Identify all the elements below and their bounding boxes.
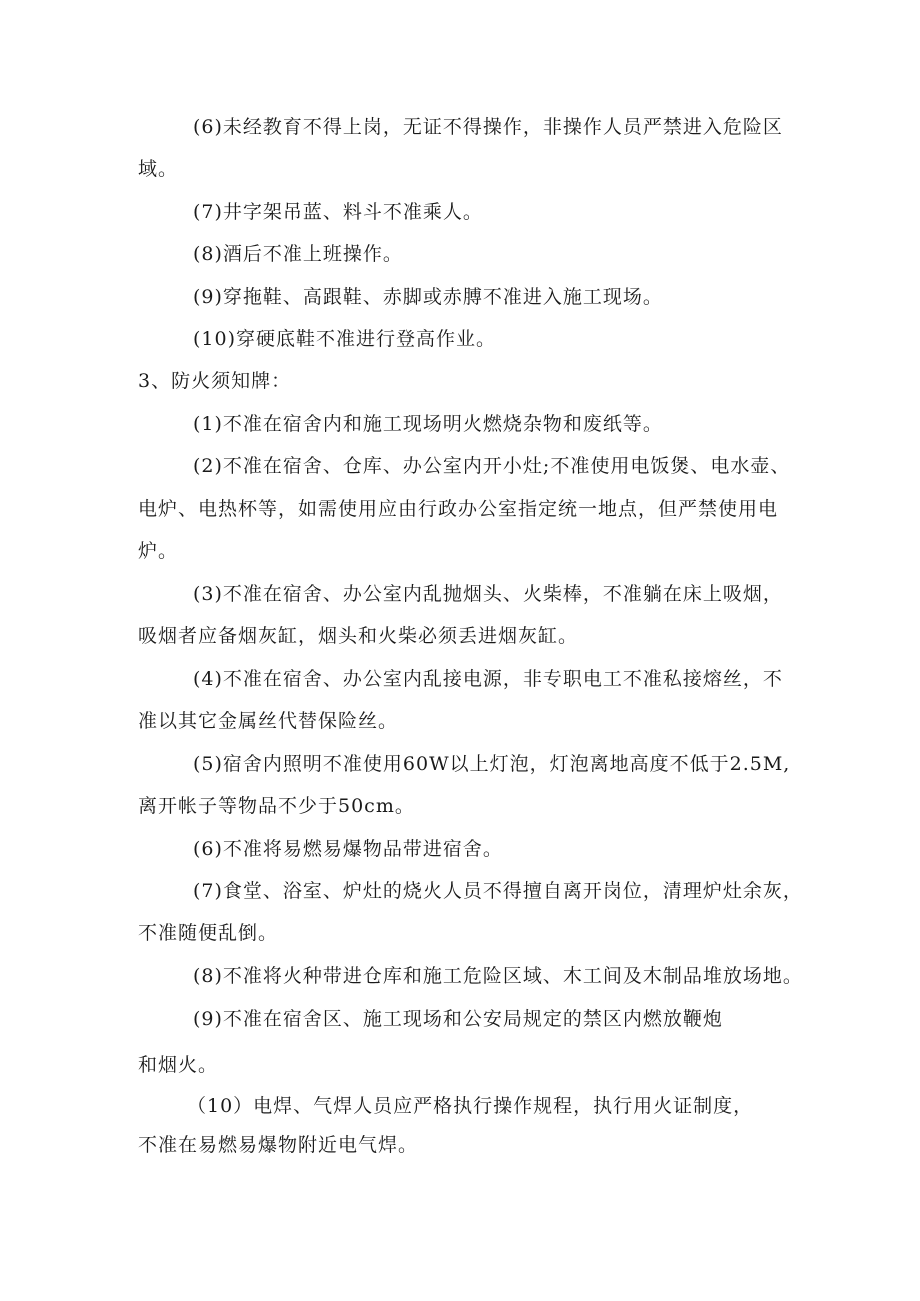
rule-8: (8)酒后不准上班操作。 [193,243,403,265]
fire-rule-7-line-2: 不准随便乱倒。 [138,922,279,944]
fire-rule-9-line-2: 和烟火。 [138,1054,219,1076]
fire-rule-7-line-1: (7)食堂、浴室、炉灶的烧火人员不得擅自离开岗位，清理炉灶余灰， [193,880,803,902]
fire-rule-9-line-1: (9)不准在宿舍区、施工现场和公安局规定的禁区内燃放鞭炮 [193,1008,723,1030]
fire-rule-5-line-2: 离开帐子等物品不少于50cm。 [138,795,415,817]
fire-rule-2-line-2: 电炉、电热杯等，如需使用应由行政办公室指定统一地点，但严禁使用电 [138,498,779,520]
rule-6-line-1: (6)未经教育不得上岗，无证不得操作，非操作人员严禁进入危险区 [193,116,783,138]
fire-rule-5-line-1: (5)宿舍内照明不准使用60W以上灯泡，灯泡离地高度不低于2.5M, [193,753,791,775]
fire-rule-4-line-2: 准以其它金属丝代替保险丝。 [138,710,399,732]
fire-rule-3-line-1: (3)不准在宿舍、办公室内乱抛烟头、火柴棒，不准躺在床上吸烟， [193,583,783,605]
fire-rule-10-line-2: 不准在易燃易爆物附近电气焊。 [138,1134,419,1156]
fire-rule-6: (6)不准将易燃易爆物品带进宿舍。 [193,838,503,860]
fire-rule-10-line-1: （10）电焊、气焊人员应严格执行操作规程，执行用火证制度， [187,1095,754,1117]
fire-rule-4-line-1: (4)不准在宿舍、办公室内乱接电源，非专职电工不准私接熔丝，不 [193,668,783,690]
fire-rule-2-line-1: (2)不准在宿舍、仓库、办公室内开小灶;不准使用电饭煲、电水壶、 [193,455,791,477]
rule-7: (7)井字架吊蓝、料斗不准乘人。 [193,201,483,223]
rule-9: (9)穿拖鞋、高跟鞋、赤脚或赤膊不准进入施工现场。 [193,286,663,308]
fire-rule-2-line-3: 炉。 [138,540,179,562]
rule-10: (10)穿硬底鞋不准进行登高作业。 [193,328,497,350]
fire-rule-8: (8)不准将火种带进仓库和施工危险区域、木工间及木制品堆放场地。 [193,965,803,987]
fire-rule-3-line-2: 吸烟者应备烟灰缸，烟头和火柴必须丢进烟灰缸。 [138,625,579,647]
section-heading-fire-notice: 3、防火须知牌： [138,370,292,392]
rule-6-line-2: 域。 [138,158,179,180]
fire-rule-1: (1)不准在宿舍内和施工现场明火燃烧杂物和废纸等。 [193,413,663,435]
